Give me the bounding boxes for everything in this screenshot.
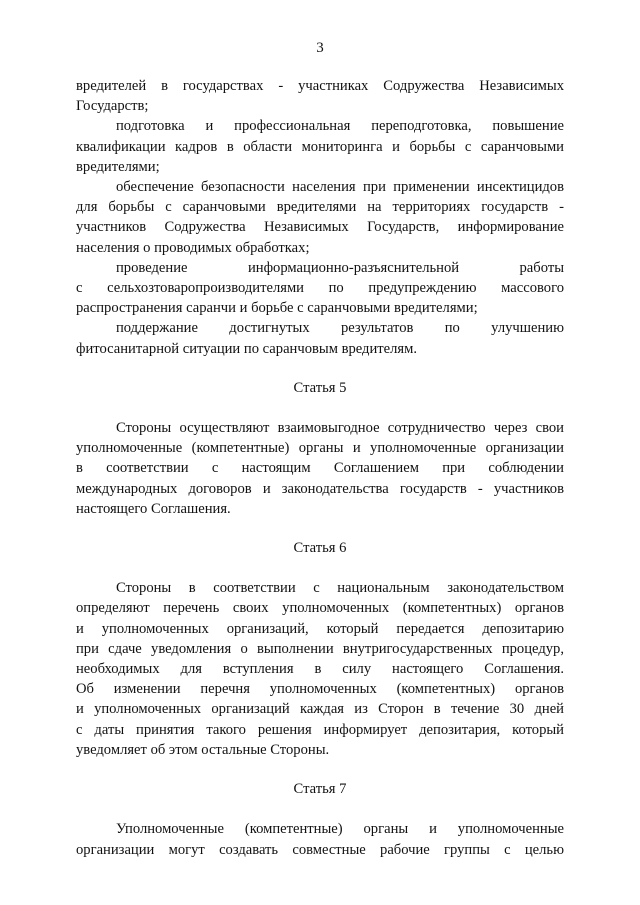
paragraph <box>76 116 564 177</box>
text-line: организации могут создавать совместные рабочие группы с целью <box>76 841 564 858</box>
text-line: вредителями; <box>76 158 160 175</box>
article-heading: Статья 5 <box>293 379 347 396</box>
text-line: международных договоров и законодательства государств - участников <box>76 480 564 497</box>
text-line: населения о проводимых обработках; <box>76 239 310 256</box>
paragraph <box>76 177 564 258</box>
text-line: Стороны осуществляют взаимовыгодное сотрудничество через свои <box>116 420 564 437</box>
paragraph <box>76 318 564 358</box>
text-line: с даты принятия такого решения информирует депозитария, который <box>76 721 564 738</box>
text-line: распространения саранчи и борьбе с саранчовыми вредителями; <box>76 300 478 317</box>
paragraph <box>76 578 564 760</box>
text-line: Государств; <box>76 98 149 115</box>
text-line: и уполномоченных организаций каждая из Сторон в течение 30 дней <box>76 701 564 718</box>
text-line: Стороны в соответствии с национальным законодательством <box>116 580 564 597</box>
text-line: Об изменении перечня уполномоченных (компетентных) органов <box>76 681 564 698</box>
text-line: и уполномоченных организаций, который передается депозитарию <box>76 620 564 637</box>
text-line: определяют перечень своих уполномоченных (компетентных) органов <box>76 600 564 617</box>
text-line: для борьбы с саранчовыми вредителями на территориях государств - <box>76 199 564 216</box>
article-heading: Статья 6 <box>293 540 347 557</box>
paragraph <box>76 819 564 859</box>
text-line: квалификации кадров в области мониторинга и борьбы с саранчовыми <box>76 138 564 155</box>
text-line: уполномоченные (компетентные) органы и уполномоченные организации <box>76 440 564 457</box>
page-number: 3 <box>316 40 324 56</box>
paragraph <box>76 258 564 319</box>
document-body <box>76 76 564 860</box>
text-line: проведение информационно-разъяснительной работы <box>116 259 564 276</box>
text-line: обеспечение безопасности населения при применении инсектицидов <box>116 179 564 196</box>
paragraph <box>76 76 564 116</box>
paragraph <box>76 418 564 519</box>
text-line: в соответствии с настоящим Соглашением при соблюдении <box>76 460 564 477</box>
article-heading: Статья 7 <box>293 781 347 798</box>
text-line: подготовка и профессиональная переподготовка, повышение <box>116 118 564 135</box>
text-line: с сельхозтоваропроизводителями по предупреждению массового <box>76 280 564 297</box>
text-line: необходимых для вступления в силу настоящего Соглашения. <box>76 661 564 678</box>
text-line: настоящего Соглашения. <box>76 500 231 517</box>
text-line: поддержание достигнутых результатов по улучшению <box>116 320 564 337</box>
text-line: фитосанитарной ситуации по саранчовым вредителям. <box>76 340 418 357</box>
text-line: Уполномоченные (компетентные) органы и уполномоченные <box>116 821 564 838</box>
text-line: при сдаче уведомления о выполнении внутригосударственных процедур, <box>76 640 564 657</box>
text-line: вредителей в государствах - участниках Содружества Независимых <box>76 78 564 94</box>
text-line: уведомляет об этом остальные Стороны. <box>76 741 330 758</box>
text-line: участников Содружества Независимых Государств, информирование <box>76 219 564 236</box>
